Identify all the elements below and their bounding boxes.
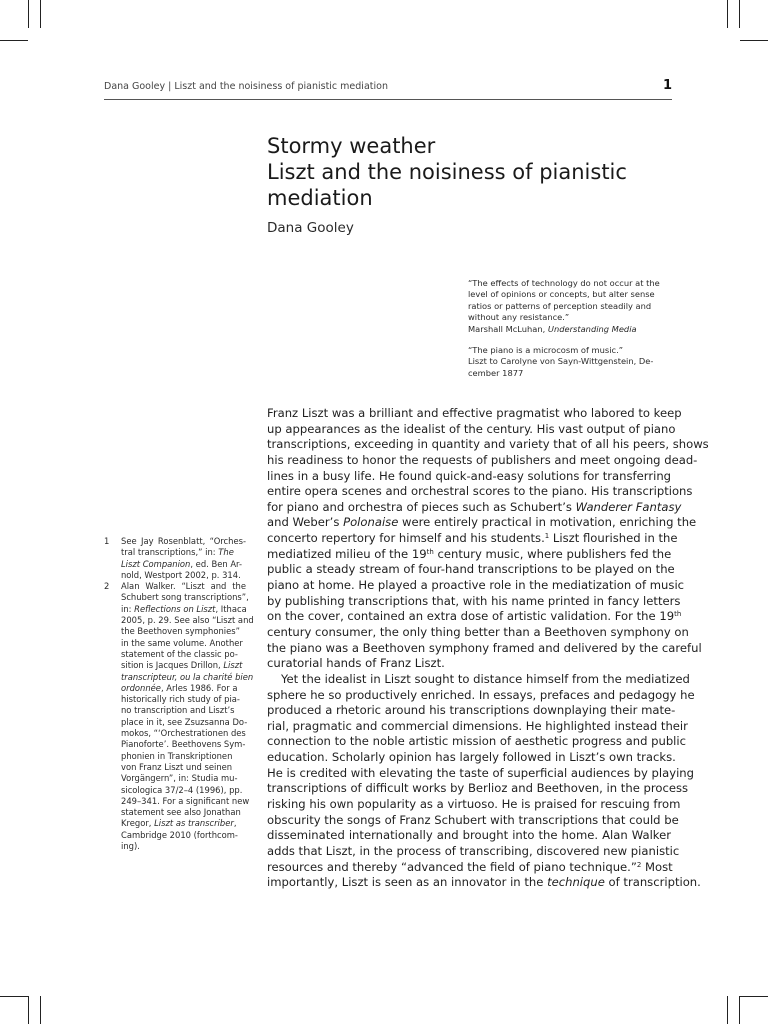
text-line: importantly, Liszt is seen as an innovator in the technique of transcription. <box>267 875 701 890</box>
text-line: up appearances as the idealist of the century. His vast output of piano <box>267 421 676 436</box>
text-line: sphere he so productively enriched. In essays, prefaces and pedagogy he <box>267 687 695 702</box>
crop-mark <box>40 996 41 1024</box>
footnote <box>104 581 254 852</box>
text-line: lines in a busy life. He found quick-and-easy solutions for transferring <box>267 468 672 483</box>
epigraph <box>468 345 676 379</box>
footnote-line: ordonnée, Arles 1986. For a <box>121 682 238 693</box>
footnote-line: historically rich study of pia- <box>121 694 240 705</box>
text-line: produced a rhetoric around his transcriptions downplaying their mate- <box>267 703 676 718</box>
footnote-line: 2005, p. 29. See also “Liszt and <box>121 615 254 626</box>
text-line: Franz Liszt was a brilliant and effective pragmatist who labored to keep <box>267 406 682 420</box>
epigraph <box>468 278 676 335</box>
epigraph-line: “The piano is a microcosm of music.” <box>468 345 624 356</box>
text-line: Yet the idealist in Liszt sought to distance himself from the mediatized <box>281 671 690 686</box>
crop-mark <box>740 40 768 41</box>
footnote-line: tral transcriptions,” in: The <box>121 547 234 558</box>
footnote-line: Alan Walker. “Liszt and the <box>121 581 246 592</box>
text-line: piano at home. He played a proactive role in the mediatization of music <box>267 578 685 593</box>
footnote-line: Liszt Companion, ed. Ben Ar- <box>121 558 242 569</box>
text-line: risking his own popularity as a virtuoso. He is praised for rescuing from <box>267 797 681 812</box>
crop-mark <box>739 996 740 1024</box>
article-title-line: Stormy weather <box>267 134 436 158</box>
text-line: century consumer, the only thing better than a Beethoven symphony on <box>267 624 689 639</box>
paragraph <box>267 406 709 672</box>
article-title-line: Liszt and the noisiness of pianistic <box>267 160 627 184</box>
text-line: and Weber’s Polonaise were entirely practical in motivation, enriching the <box>267 515 697 530</box>
footnote-line: in the same volume. Another <box>121 637 243 648</box>
crop-mark <box>28 0 29 28</box>
crop-mark <box>28 996 29 1024</box>
epigraph-line: ratios or patterns of perception steadily and <box>468 300 652 311</box>
footnote-line: statement see also Jonathan <box>121 807 241 818</box>
text-line: for piano and orchestra of pieces such as Schubert’s Wanderer Fantasy <box>267 499 682 514</box>
text-line: obscurity the songs of Franz Schubert with transcriptions that could be <box>267 812 679 827</box>
text-line: entire opera scenes and orchestral scores to the piano. His transcriptions <box>267 484 693 499</box>
footnote-line: See Jay Rosenblatt, “Orches- <box>121 536 246 546</box>
crop-mark <box>739 0 740 28</box>
text-line: transcriptions of difficult works by Berlioz and Beethoven, in the process <box>267 781 689 796</box>
footnote <box>104 536 246 581</box>
text-line: He is credited with elevating the taste of superficial audiences by playing <box>267 765 695 780</box>
footnote-line: statement of the classic po- <box>121 648 238 659</box>
epigraph-line: without any resistance.” <box>468 312 570 323</box>
header-rule <box>104 99 672 100</box>
epigraph-line: cember 1877 <box>468 367 524 378</box>
footnote-line: in: Reflections on Liszt, Ithaca <box>121 603 247 614</box>
epigraph-line: level of opinions or concepts, but alter sense <box>468 289 655 300</box>
footnote-line: the Beethoven symphonies” <box>121 626 240 637</box>
footnote-line: place in it, see Zsuzsanna Do- <box>121 716 248 727</box>
text-line: education. Scholarly opinion has largely followed in Liszt’s own tracks. <box>267 750 676 765</box>
footnote-line: sition is Jacques Drillon, Liszt <box>121 660 243 671</box>
text-line: the piano was a Beethoven symphony framed and delivered by the careful <box>267 640 702 655</box>
text-line: rial, pragmatic and commercial dimensions. He highlighted instead their <box>267 718 688 733</box>
article-title-block <box>267 133 677 237</box>
footnote-line: transcripteur, ou la charité bien <box>121 671 254 682</box>
footnotes <box>104 536 254 852</box>
text-line: his readiness to honor the requests of publishers and meet ongoing dead- <box>267 452 698 467</box>
text-line: public a steady stream of four-hand transcriptions to be played on the <box>267 562 675 577</box>
footnote-line: nold, Westport 2002, p. 314. <box>121 569 241 580</box>
footnote-ref[interactable]: 2 <box>636 860 642 869</box>
footnote-line: Pianoforte’. Beethovens Sym- <box>121 739 246 750</box>
text-line: mediatized milieu of the 19th century music, where publishers fed the <box>267 546 672 561</box>
text-line: on the cover, contained an extra dose of artistic validation. For the 19th <box>267 609 682 624</box>
crop-mark <box>0 40 28 41</box>
crop-mark <box>727 996 728 1024</box>
crop-mark <box>740 996 768 997</box>
footnote-line: Kregor, Liszt as transcriber, <box>121 818 237 829</box>
text-line: resources and thereby “advanced the field of piano technique.”$^2$ Most <box>267 859 673 874</box>
footnote-ref[interactable]: 1 <box>544 532 550 541</box>
text-line: disseminated internationally and brought into the home. Alan Walker <box>267 828 671 843</box>
running-head-title: Dana Gooley | Liszt and the noisiness of pianistic mediation <box>104 81 388 92</box>
text-line: connection to the noble artistic mission of aesthetic progress and public <box>267 734 686 749</box>
article-title-line: mediation <box>267 186 373 210</box>
crop-mark <box>727 0 728 28</box>
footnote-line: sicologica 37/2–4 (1996), pp. <box>121 784 243 795</box>
footnote-number: 1 <box>104 536 110 546</box>
footnote-line: Cambridge 2010 (forthcom- <box>121 829 238 840</box>
page-number: 1 <box>662 78 672 93</box>
epigraph-attribution: Marshall McLuhan, Understanding Media <box>468 323 637 334</box>
crop-mark <box>0 996 28 997</box>
footnote-number: 2 <box>104 581 110 592</box>
footnote-line: von Franz Liszt und seinen <box>121 761 233 772</box>
text-line: curatorial hands of Franz Liszt. <box>267 656 445 671</box>
epigraph-line: Liszt to Carolyne von Sayn-Wittgenstein, De- <box>468 356 654 367</box>
crop-mark <box>40 0 41 28</box>
text-line: adds that Liszt, in the process of transcribing, discovered new pianistic <box>267 843 680 858</box>
footnote-line: no transcription and Liszt’s <box>121 705 235 716</box>
text-line: by publishing transcriptions that, with his name printed in fancy letters <box>267 593 681 608</box>
author-name: Dana Gooley <box>267 220 354 236</box>
text-line: concerto repertory for himself and his students.$^1$ Liszt flourished in the <box>267 531 678 546</box>
footnote-line: Vorgängern”, in: Studia mu- <box>121 773 238 784</box>
footnote-line: Schubert song transcriptions”, <box>121 592 249 603</box>
text-line: transcriptions, exceeding in quantity and variety that of all his peers, shows <box>267 437 709 452</box>
footnote-line: ing). <box>121 841 140 852</box>
paragraph <box>267 671 701 891</box>
epigraph-line: “The effects of technology do not occur at the <box>468 278 660 288</box>
footnote-line: 249–341. For a significant new <box>121 795 250 806</box>
footnote-line: mokos, “‘Orchestrationen des <box>121 728 246 739</box>
footnote-line: phonien in Transkriptionen <box>121 750 233 761</box>
body-text <box>267 406 709 891</box>
epigraphs <box>468 278 676 379</box>
